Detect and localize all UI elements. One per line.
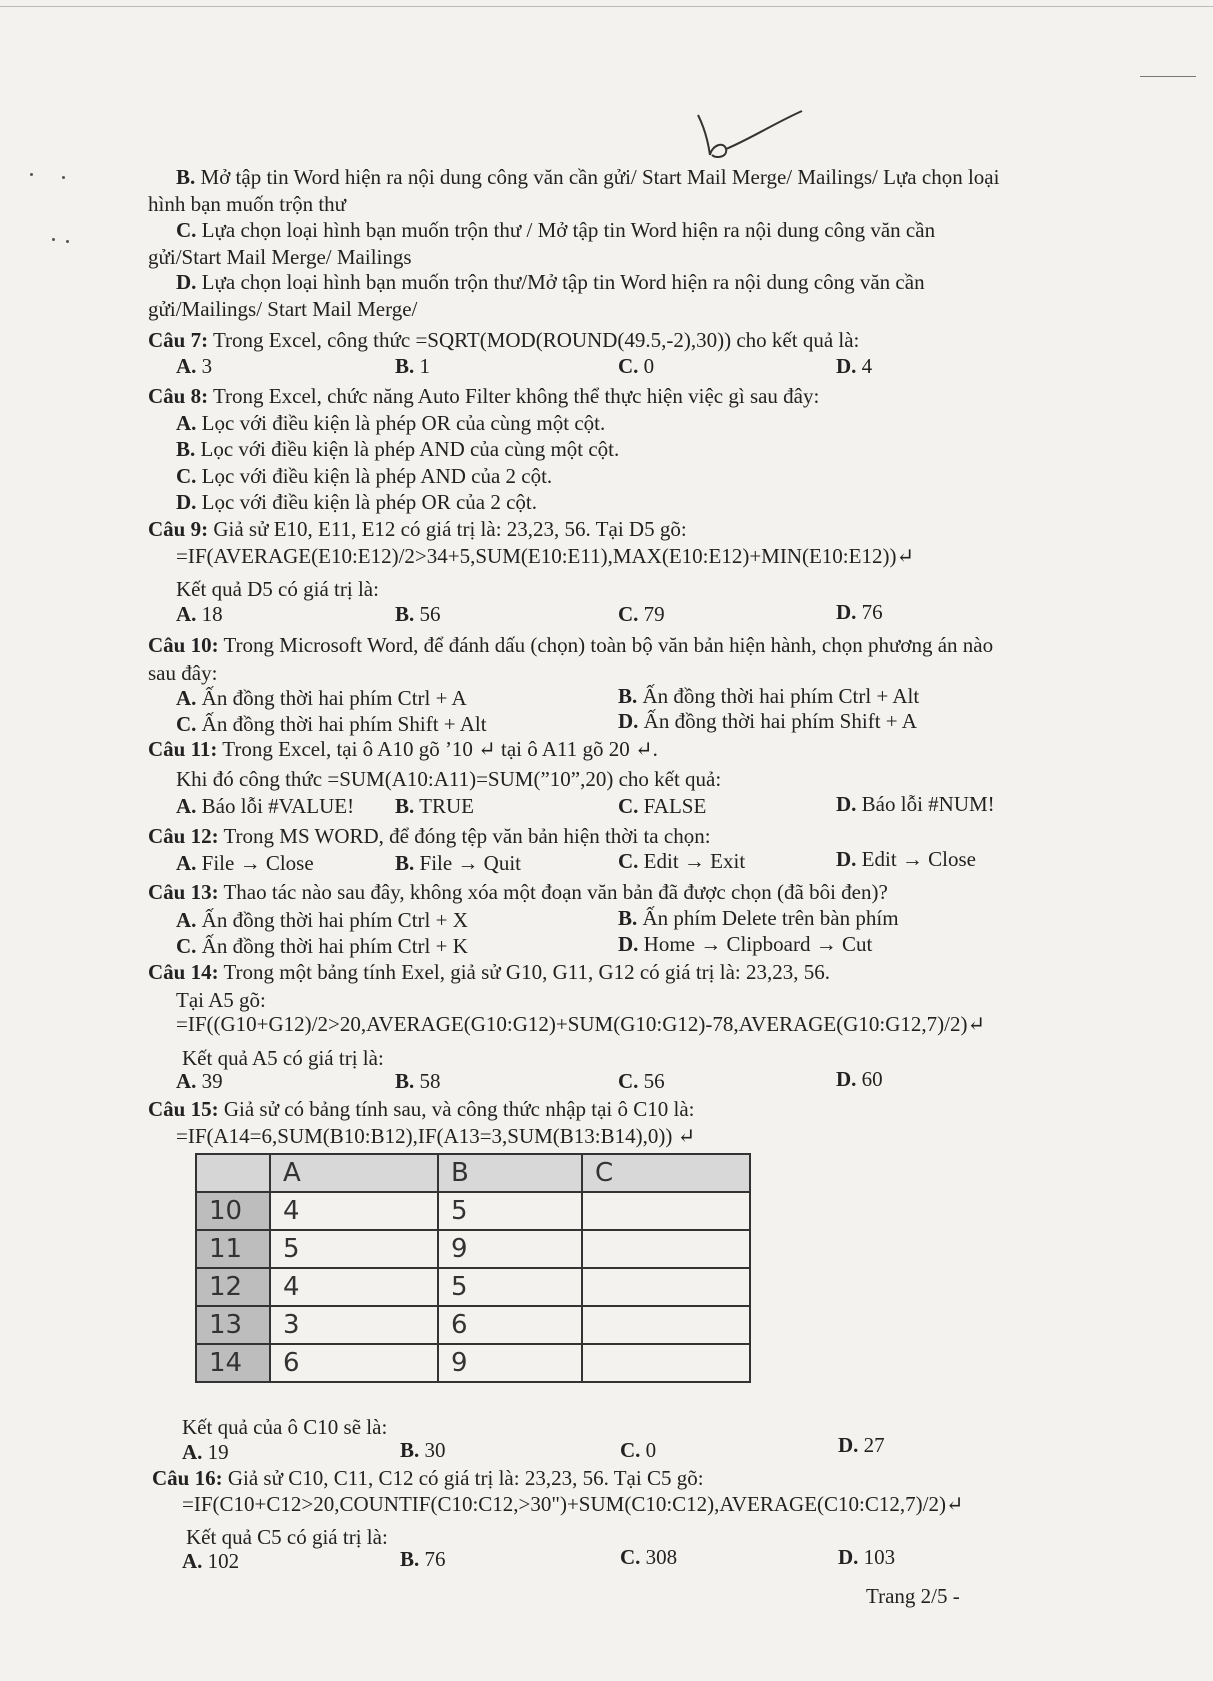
line-text: hình bạn muốn trộn thư (148, 192, 347, 216)
table-cell: 5 (438, 1192, 582, 1230)
line-text: 58 (414, 1069, 441, 1093)
text-line-q15r (182, 1414, 387, 1440)
text-line-q8b (176, 436, 619, 462)
text-line-l5 (176, 269, 925, 295)
text-line-q14f (176, 1011, 985, 1037)
line-text: Kết quả của ô C10 sẽ là: (182, 1415, 388, 1439)
option-q9a (176, 601, 223, 627)
option-q11d (836, 791, 995, 817)
line-text: Ấn đồng thời hai phím Shift + Alt (196, 712, 487, 736)
line-text: 56 (638, 1069, 665, 1093)
option-q7a (176, 353, 212, 379)
line-text: 4 (856, 354, 873, 378)
line-text: =IF((G10+G12)/2>20,AVERAGE(G10:G12)+SUM(G10:G12)-78,AVERAGE(G10:G12,7)/2)↵ (176, 1012, 986, 1036)
page-number-footer: Trang 2/5 - (866, 1584, 960, 1608)
label-prefix: C. (618, 354, 639, 378)
column-header-a: A (270, 1154, 438, 1192)
row-header: 14 (196, 1344, 270, 1382)
line-text: 3 (196, 354, 213, 378)
text-line-l4 (148, 244, 412, 270)
option-q12d (836, 846, 976, 872)
label-prefix: C. (176, 712, 197, 736)
text-line-q8a (176, 410, 605, 436)
scan-speck (30, 173, 33, 176)
table-cell: 4 (270, 1192, 438, 1230)
text-line-q9 (148, 516, 687, 542)
option-q14a (176, 1068, 223, 1094)
label-prefix: Câu 14: (148, 960, 219, 984)
option-q9b (395, 601, 441, 627)
line-text: Kết quả A5 có giá trị là: (182, 1046, 384, 1070)
option-q15d (838, 1432, 885, 1458)
scan-dash-mark (1140, 76, 1196, 77)
option-q7b (395, 353, 430, 379)
table-cell: 6 (438, 1306, 582, 1344)
line-text: Giả sử có bảng tính sau, và công thức nhập tại ô C10 là: (218, 1097, 695, 1121)
table-row (196, 1306, 750, 1344)
row-header: 10 (196, 1192, 270, 1230)
option-q9d (836, 599, 883, 625)
label-prefix: C. (618, 794, 639, 818)
label-prefix: D. (838, 1433, 859, 1457)
line-text: 30 (419, 1438, 446, 1462)
line-text: 0 (638, 354, 655, 378)
line-text: =IF(AVERAGE(E10:E12)/2>34+5,SUM(E10:E11),MAX(E10:E12)+MIN(E10:E12))↵ (176, 544, 915, 568)
line-text: Trong MS WORD, để đóng tệp văn bản hiện thời ta chọn: (218, 824, 711, 848)
label-prefix: A. (176, 851, 197, 875)
option-q14d (836, 1066, 883, 1092)
table-cell: 5 (438, 1268, 582, 1306)
option-q10c (176, 711, 487, 737)
option-q11a (176, 793, 354, 819)
label-prefix: A. (176, 354, 197, 378)
line-text: Ấn đồng thời hai phím Shift + A (638, 709, 917, 733)
text-line-q8c (176, 463, 552, 489)
text-line-q14 (148, 959, 830, 985)
label-prefix: D. (176, 490, 197, 514)
text-line-q8d (176, 489, 537, 515)
table-header-row (196, 1154, 750, 1192)
label-prefix: B. (395, 354, 415, 378)
line-text: 18 (196, 602, 223, 626)
text-line-q10b (148, 660, 217, 686)
row-header: 11 (196, 1230, 270, 1268)
table-cell: 6 (270, 1344, 438, 1382)
option-q7d (836, 353, 872, 379)
line-text: Trong Excel, công thức =SQRT(MOD(ROUND(49.5,-2),30)) cho kết quả là: (208, 328, 860, 352)
label-prefix: Câu 16: (152, 1466, 223, 1490)
text-line-q9f (176, 543, 914, 569)
option-q7c (618, 353, 654, 379)
line-text: Giả sử C10, C11, C12 có giá trị là: 23,23, 56. Tại C5 gõ: (222, 1466, 704, 1490)
text-line-q14b (176, 987, 266, 1013)
line-text: Lọc với điều kiện là phép OR của cùng một cột. (196, 411, 606, 435)
scan-speck (62, 176, 65, 179)
label-prefix: A. (176, 411, 197, 435)
row-header: 12 (196, 1268, 270, 1306)
label-prefix: Câu 9: (148, 517, 209, 541)
option-q10bb (618, 683, 919, 709)
text-line-l2 (148, 191, 346, 217)
text-line-q11 (148, 736, 658, 762)
line-text: 308 (640, 1545, 678, 1569)
label-prefix: Câu 12: (148, 824, 219, 848)
option-q13c (176, 933, 468, 959)
label-prefix: D. (176, 270, 197, 294)
line-text: Báo lỗi #VALUE! (196, 794, 355, 818)
handwritten-signature-mark (690, 105, 810, 165)
option-q15a (182, 1439, 229, 1465)
line-text: Thao tác nào sau đây, không xóa một đoạn văn bản đã được chọn (đã bôi đen)? (218, 880, 888, 904)
label-prefix: B. (395, 1069, 415, 1093)
spreadsheet-table (195, 1153, 751, 1383)
line-text: Ấn đồng thời hai phím Ctrl + A (196, 686, 467, 710)
label-prefix: C. (618, 1069, 639, 1093)
label-prefix: A. (176, 794, 197, 818)
label-prefix: A. (182, 1549, 203, 1573)
label-prefix: D. (838, 1545, 859, 1569)
label-prefix: B. (400, 1547, 420, 1571)
line-text: 19 (202, 1440, 229, 1464)
table-cell: 5 (270, 1230, 438, 1268)
option-q13a (176, 907, 468, 933)
option-q13d (618, 931, 872, 957)
line-text: 39 (196, 1069, 223, 1093)
option-q10a (176, 685, 467, 711)
text-line-q9r (176, 576, 379, 602)
label-prefix: D. (836, 847, 857, 871)
label-prefix: B. (618, 906, 638, 930)
option-q12c (618, 848, 745, 874)
line-text: Trong một bảng tính Exel, giả sử G10, G11, G12 có giá trị là: 23,23, 56. (218, 960, 830, 984)
line-text: Edit → Exit (638, 849, 746, 873)
label-prefix: D. (836, 1067, 857, 1091)
line-text: 79 (638, 602, 665, 626)
text-line-l1 (176, 164, 999, 190)
option-q11c (618, 793, 706, 819)
table-cell: 4 (270, 1268, 438, 1306)
table-cell: 3 (270, 1306, 438, 1344)
text-line-q10 (148, 632, 993, 658)
label-prefix: C. (620, 1438, 641, 1462)
line-text: 56 (414, 602, 441, 626)
option-q16a (182, 1548, 239, 1574)
line-text: gửi/Start Mail Merge/ Mailings (148, 245, 412, 269)
table-cell (582, 1344, 750, 1382)
line-text: Lọc với điều kiện là phép AND của cùng một cột. (195, 437, 620, 461)
line-text: 76 (419, 1547, 446, 1571)
label-prefix: C. (176, 934, 197, 958)
table-cell (582, 1268, 750, 1306)
line-text: Ấn đồng thời hai phím Ctrl + Alt (637, 684, 920, 708)
option-q15b (400, 1437, 446, 1463)
line-text: sau đây: (148, 661, 218, 685)
text-line-q15 (148, 1096, 695, 1122)
table-cell (582, 1306, 750, 1344)
line-text: 0 (640, 1438, 657, 1462)
scan-speck (52, 238, 55, 241)
line-text: 103 (858, 1545, 896, 1569)
line-text: File → Close (196, 851, 314, 875)
line-text: FALSE (638, 794, 707, 818)
label-prefix: B. (395, 794, 415, 818)
label-prefix: D. (836, 600, 857, 624)
table-row (196, 1230, 750, 1268)
line-text: Lọc với điều kiện là phép OR của 2 cột. (196, 490, 538, 514)
text-line-q16 (152, 1465, 704, 1491)
line-text: Ấn đồng thời hai phím Ctrl + K (196, 934, 468, 958)
table-row (196, 1192, 750, 1230)
line-text: Ấn đồng thời hai phím Ctrl + X (196, 908, 468, 932)
text-line-l3 (176, 217, 935, 243)
option-q12b (395, 850, 521, 876)
text-line-q7 (148, 327, 859, 353)
label-prefix: Câu 13: (148, 880, 219, 904)
label-prefix: B. (618, 684, 638, 708)
label-prefix: A. (182, 1440, 203, 1464)
text-line-q13 (148, 879, 888, 905)
label-prefix: B. (176, 165, 196, 189)
label-prefix: C. (176, 464, 197, 488)
label-prefix: Câu 10: (148, 633, 219, 657)
label-prefix: A. (176, 686, 197, 710)
option-q14c (618, 1068, 665, 1094)
label-prefix: B. (395, 602, 415, 626)
label-prefix: D. (618, 709, 639, 733)
option-q16b (400, 1546, 446, 1572)
line-text: Khi đó công thức =SUM(A10:A11)=SUM(”10”,20) cho kết quả: (176, 767, 722, 791)
line-text: 76 (856, 600, 883, 624)
line-text: Trong Excel, tại ô A10 gõ ’10 ↵ tại ô A11 gõ 20 ↵. (217, 737, 658, 761)
line-text: 1 (414, 354, 431, 378)
table-cell: 9 (438, 1230, 582, 1268)
table-cell (582, 1230, 750, 1268)
text-line-q16r (186, 1524, 388, 1550)
line-text: =IF(C10+C12>20,COUNTIF(C10:C12,>30")+SUM(C10:C12),AVERAGE(C10:C12,7)/2)↵ (182, 1492, 964, 1516)
table-row (196, 1268, 750, 1306)
label-prefix: Câu 7: (148, 328, 209, 352)
line-text: TRUE (414, 794, 474, 818)
label-prefix: D. (836, 354, 857, 378)
text-line-q11b (176, 766, 721, 792)
line-text: Giả sử E10, E11, E12 có giá trị là: 23,23, 56. Tại D5 gõ: (208, 517, 687, 541)
line-text: Trong Microsoft Word, để đánh dấu (chọn) toàn bộ văn bản hiện hành, chọn phương án nào (218, 633, 994, 657)
table-cell: 9 (438, 1344, 582, 1382)
table-row (196, 1344, 750, 1382)
text-line-q8 (148, 383, 819, 409)
text-line-q16f (182, 1491, 964, 1517)
label-prefix: A. (176, 602, 197, 626)
option-q12a (176, 850, 314, 876)
label-prefix: A. (176, 908, 197, 932)
text-line-q12 (148, 823, 711, 849)
row-header: 13 (196, 1306, 270, 1344)
line-text: Kết quả C5 có giá trị là: (186, 1525, 388, 1549)
scan-speck (66, 240, 69, 243)
option-q16d (838, 1544, 895, 1570)
option-q10d (618, 708, 917, 734)
table-cell (582, 1192, 750, 1230)
line-text: Báo lỗi #NUM! (856, 792, 995, 816)
option-q9c (618, 601, 665, 627)
table-corner-cell (196, 1154, 270, 1192)
option-q13b (618, 905, 899, 931)
text-line-q15f (176, 1123, 695, 1149)
option-q15c (620, 1437, 656, 1463)
label-prefix: B. (395, 851, 415, 875)
label-prefix: C. (618, 602, 639, 626)
scan-top-edge (0, 6, 1213, 7)
label-prefix: D. (618, 932, 639, 956)
option-q14bb (395, 1068, 441, 1094)
column-header-c: C (582, 1154, 750, 1192)
line-text: Edit → Close (856, 847, 977, 871)
option-q11bb (395, 793, 474, 819)
line-text: Lựa chọn loại hình bạn muốn trộn thư / Mở tập tin Word hiện ra nội dung công văn cần (196, 218, 936, 242)
label-prefix: Câu 15: (148, 1097, 219, 1121)
label-prefix: B. (176, 437, 196, 461)
label-prefix: Câu 11: (148, 737, 218, 761)
line-text: File → Quit (414, 851, 522, 875)
line-text: 27 (858, 1433, 885, 1457)
line-text: Home → Clipboard → Cut (638, 932, 873, 956)
label-prefix: B. (400, 1438, 420, 1462)
option-q16c (620, 1544, 677, 1570)
line-text: Trong Excel, chức năng Auto Filter không thể thực hiện việc gì sau đây: (208, 384, 820, 408)
line-text: Lựa chọn loại hình bạn muốn trộn thư/Mở tập tin Word hiện ra nội dung công văn cần (196, 270, 925, 294)
line-text: Mở tập tin Word hiện ra nội dung công văn cần gửi/ Start Mail Merge/ Mailings/ Lựa chọn loại (195, 165, 1000, 189)
line-text: Ấn phím Delete trên bàn phím (637, 906, 899, 930)
label-prefix: C. (176, 218, 197, 242)
text-line-l6 (148, 296, 417, 322)
line-text: gửi/Mailings/ Start Mail Merge/ (148, 297, 418, 321)
line-text: 102 (202, 1549, 240, 1573)
line-text: Lọc với điều kiện là phép AND của 2 cột. (196, 464, 553, 488)
line-text: Kết quả D5 có giá trị là: (176, 577, 379, 601)
label-prefix: A. (176, 1069, 197, 1093)
line-text: Tại A5 gõ: (176, 988, 266, 1012)
label-prefix: C. (620, 1545, 641, 1569)
label-prefix: D. (836, 792, 857, 816)
line-text: 60 (856, 1067, 883, 1091)
column-header-b: B (438, 1154, 582, 1192)
label-prefix: Câu 8: (148, 384, 209, 408)
label-prefix: C. (618, 849, 639, 873)
line-text: =IF(A14=6,SUM(B10:B12),IF(A13=3,SUM(B13:B14),0)) ↵ (176, 1124, 696, 1148)
